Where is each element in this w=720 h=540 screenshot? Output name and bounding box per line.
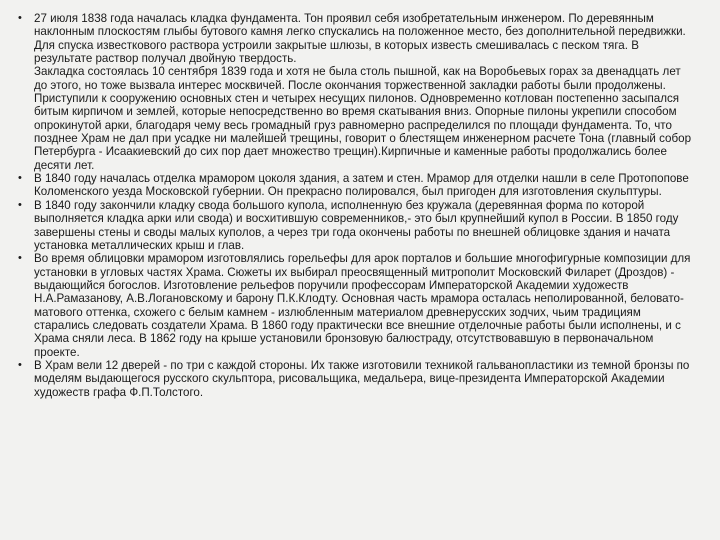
bullet-icon: •: [18, 12, 22, 24]
paragraph: Во время облицовки мрамором изготовлялись горельефы для арок порталов и большие многофигурные композиции для установки в угловых частях Храма. Сюжеты их выбирал преосвященный митрополит Московский Филарет (Дроздов) - выдающийся богослов. Изготовление рельефов поручили профессорам Императорской Академии художеств Н.А.Рамазанову, А.В.Логановскому и барону П.К.Клодту. Основная часть мрамора осталась неполированной, беловато-матового оттенка, схожего с белым камнем - излюбленным материалом древнерусских зодчих, чьим традициям старались следовать создатели Храма. В 1860 году практически все внешние отделочные работы были исполнены, и с Храма сняли леса. В 1862 году на крыше установили бронзовую балюстраду, отсутствовавшую в первоначальном проекте.: [34, 252, 691, 359]
paragraph: В 1840 году началась отделка мрамором цоколя здания, а затем и стен. Мрамор для отделки нашли в селе Протопопове Коломенского уезда Московской губернии. Он прекрасно полировался, был пригоден для изготовления скульптуры.: [34, 172, 689, 199]
bullet-icon: •: [18, 172, 22, 185]
bullet-icon: •: [18, 252, 22, 265]
bullet-item-1: [14, 12, 696, 172]
paragraph: В Храм вели 12 дверей - по три с каждой стороны. Их также изготовили техникой гальванопластики из темной бронзы по моделям выдающегося русского скульптора, рисовальщика, медальера, вице-президента Императорской Академии художеств графа Ф.П.Толстого.: [34, 358, 690, 399]
bullet-icon: •: [18, 198, 22, 211]
paragraph: Закладка состоялась 10 сентября 1839 года и хотя не была столь пышной, как на Воробьевых горах за двенадцать лет до этого, но тоже вызвала интерес москвичей. После окончания торжественной закладки работы были продолжены. Приступили к сооружению основных стен и четырех несущих пилонов. Одновременно котлован постепенно засыпался битым кирпичом и землей, которые непосредственно во время скатывания вниз. Опорные пилоны укрепили способом опрокинутой арки, благодаря чему весь громадный груз равномерно распределился по площади фундамента. То, что позднее Храм не дал при усадке ни малейшей трещины, говорит о блестящем инженерном расчете Тона (главный собор Петербурга - Исаакиевский до сих пор дает множество трещин).Кирпичные и каменные работы продолжались более десяти лет.: [34, 65, 692, 172]
bullet-item-2: [14, 172, 696, 199]
bullet-item-4: [14, 252, 696, 359]
bullet-icon: •: [18, 358, 22, 371]
bullet-list: [14, 12, 696, 399]
paragraph: В 1840 году закончили кладку свода большого купола, исполненную без кружала (деревянная форма по которой выполняется кладка арки или свода) и восхитившую современников,- это был крупнейший купол в России. В 1850 году завершены стены и своды малых куполов, а через три года окончены работы по внешней облицовке здания и начата установка металлических крыш и глав.: [34, 198, 679, 252]
bullet-item-5: [14, 359, 696, 399]
paragraph: 27 июля 1838 года началась кладка фундамента. Тон проявил себя изобретательным инженером. По деревянным наклонным плоскостям глыбы бутового камня легко спускались на положенное место, без дополнительной передвижки. Для спуска известкового раствора устроили закрытые шлюзы, в которых известь смешивалась с песком тяга. В результате раствор получал двойную твердость.: [34, 12, 686, 66]
bullet-item-3: [14, 199, 696, 252]
